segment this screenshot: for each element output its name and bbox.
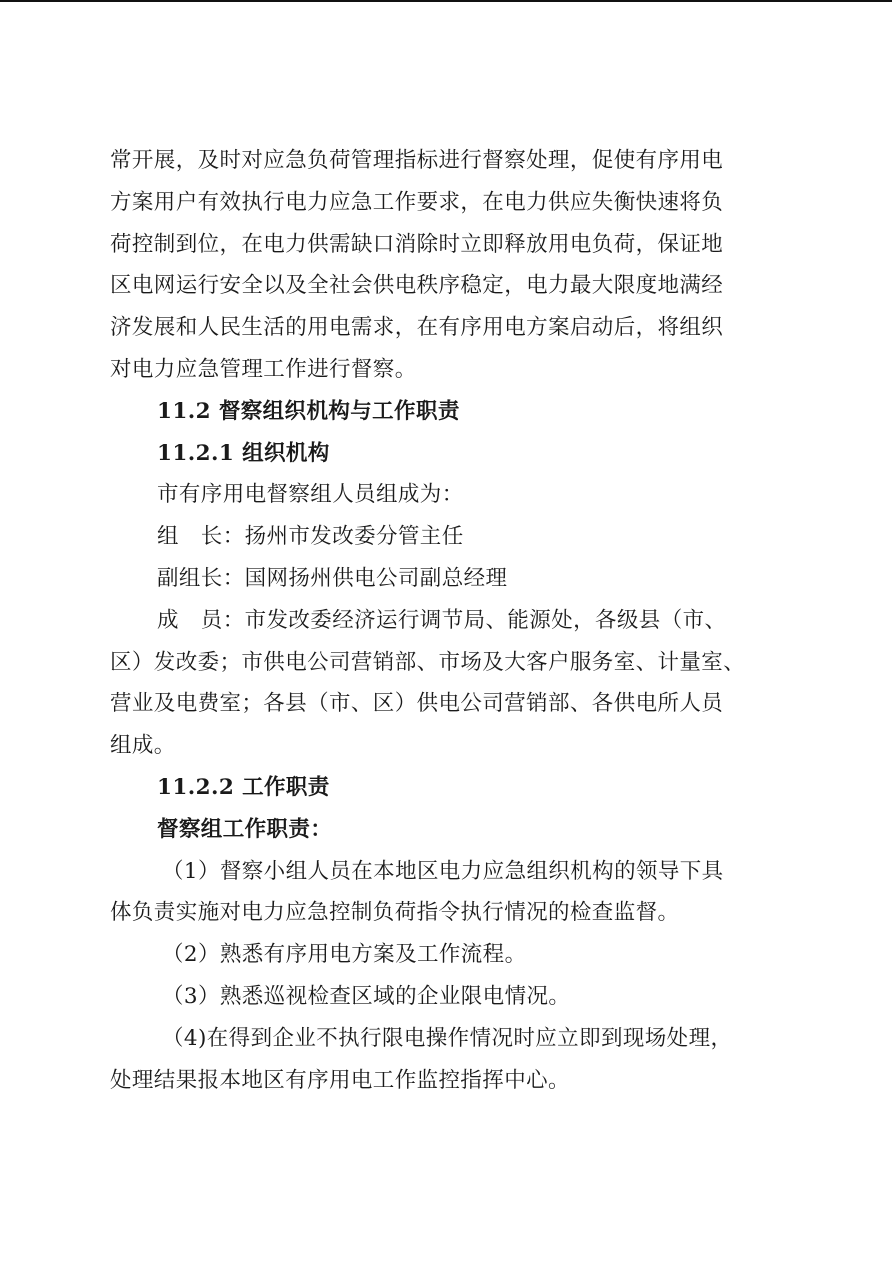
text-line: 成 员：市发改委经济运行调节局、能源处，各级县（市、 — [157, 607, 727, 633]
duty-item-1 — [110, 851, 770, 935]
section-heading-11-2: 11.2 督察组织机构与工作职责 — [157, 398, 460, 424]
text-line: 体负责实施对电力应急控制负荷指令执行情况的检查监督。 — [110, 900, 680, 926]
duty-item-3: （3）熟悉巡视检查区域的企业限电情况。 — [162, 983, 571, 1009]
text-line: 常开展，及时对应急负荷管理指标进行督察处理，促使有序用电 — [110, 148, 724, 173]
duties-title: 督察组工作职责： — [157, 816, 333, 842]
section-heading-11-2-2: 11.2.2 工作职责 — [157, 774, 330, 800]
duty-item-4 — [110, 1018, 770, 1102]
paragraph-responsibility-intro — [110, 140, 770, 391]
text-line: 方案用户有效执行电力应急工作要求，在电力供应失衡快速将负 — [110, 189, 724, 215]
text-line: 区电网运行安全以及全社会供电秩序稳定，电力最大限度地满经 — [110, 273, 724, 299]
org-members-paragraph — [110, 600, 770, 767]
org-deputy-text: 副组长：国网扬州供电公司副总经理 — [157, 565, 508, 591]
org-intro-text: 市有序用电督察组人员组成为： — [157, 482, 464, 508]
text-line: 组成。 — [110, 733, 176, 759]
section-heading-11-2-1: 11.2.1 组织机构 — [157, 440, 330, 466]
text-line: 处理结果报本地区有序用电工作监控指挥中心。 — [110, 1067, 570, 1093]
text-line: 区）发改委；市供电公司营销部、市场及大客户服务室、计量室、 — [110, 649, 746, 675]
text-line: （4)在得到企业不执行限电操作情况时应立即到现场处理， — [162, 1025, 733, 1051]
duty-item-2: （2）熟悉有序用电方案及工作流程。 — [162, 942, 527, 968]
text-line: 荷控制到位，在电力供需缺口消除时立即释放用电负荷，保证地 — [110, 231, 724, 257]
text-line: 济发展和人民生活的用电需求，在有序用电方案启动后，将组织 — [110, 315, 724, 341]
text-line: 营业及电费室；各县（市、区）供电公司营销部、各供电所人员 — [110, 691, 724, 717]
text-line: 对电力应急管理工作进行督察。 — [110, 356, 417, 382]
text-line: （1）督察小组人员在本地区电力应急组织机构的领导下具 — [162, 858, 724, 884]
page-top-border — [0, 0, 892, 2]
document-page — [110, 140, 770, 1101]
org-leader-text: 组 长：扬州市发改委分管主任 — [157, 524, 464, 550]
